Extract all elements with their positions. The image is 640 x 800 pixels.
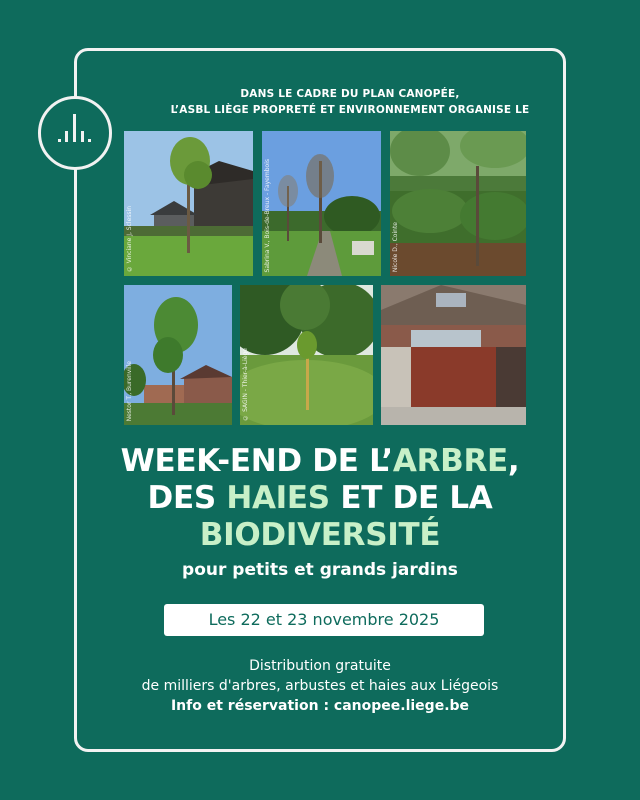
photo-house-red-hedge bbox=[381, 285, 526, 425]
event-date: Les 22 et 23 novembre 2025 bbox=[164, 604, 484, 636]
title-part: WEEK-END DE L’ bbox=[120, 443, 393, 479]
title-part: , bbox=[507, 443, 520, 479]
intro-line-1: DANS LE CADRE DU PLAN CANOPÉE, bbox=[240, 88, 460, 100]
info-line-1: Distribution gratuite bbox=[249, 658, 391, 674]
photo-young-tree-shed bbox=[124, 131, 253, 276]
title-line-2 bbox=[84, 480, 556, 517]
title-part: ET DE LA bbox=[329, 480, 493, 516]
info-reservation: Info et réservation : canopee.liege.be bbox=[170, 698, 470, 714]
photo-credit: Nicole D., Cointe bbox=[392, 221, 399, 272]
info-line-2: de milliers d'arbres, arbustes et haies aux Liégeois bbox=[141, 678, 499, 694]
event-info bbox=[84, 656, 556, 716]
canopee-logo-icon bbox=[38, 96, 112, 170]
photo-meadow-tree bbox=[240, 285, 373, 425]
title-part: DES bbox=[147, 480, 227, 516]
title-highlight-arbre: ARBRE bbox=[392, 443, 508, 479]
title-highlight-haies: HAIES bbox=[226, 480, 330, 516]
photo-path-trees bbox=[262, 131, 381, 276]
event-subtitle: pour petits et grands jardins bbox=[182, 560, 458, 580]
title-line-1 bbox=[84, 443, 556, 480]
photo-tall-tree-houses bbox=[124, 285, 232, 425]
photo-hedge bbox=[390, 131, 526, 276]
title-line-3: BIODIVERSITÉ bbox=[199, 517, 441, 553]
intro-line-2: L’ASBL LIÈGE PROPRETÉ ET ENVIRONNEMENT ORGANISE LE bbox=[170, 104, 530, 116]
photo-credit: Sabrina V., Bois-de-Breux - Fayembois bbox=[264, 158, 271, 272]
intro-text bbox=[150, 86, 550, 118]
photo-credit: © SAGIN - Thier-à-Liège bbox=[242, 348, 249, 421]
photo-credit: Nestor T., Burenville bbox=[126, 360, 133, 421]
photo-credit: © Vinciane J, Sclessin bbox=[126, 205, 133, 272]
event-title bbox=[84, 443, 556, 554]
